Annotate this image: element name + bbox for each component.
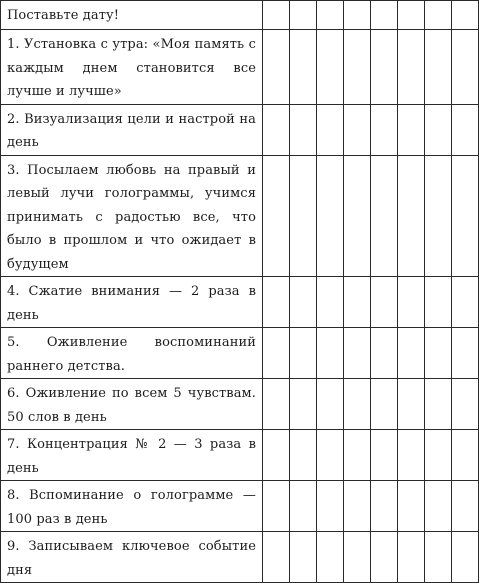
- check-cell[interactable]: [398, 277, 425, 328]
- date-cell[interactable]: [398, 1, 425, 30]
- date-cell[interactable]: [344, 1, 371, 30]
- check-cell[interactable]: [344, 481, 371, 532]
- check-cell[interactable]: [317, 430, 344, 481]
- header-row: [1, 1, 479, 30]
- check-cell[interactable]: [425, 30, 452, 105]
- date-cell[interactable]: [371, 1, 398, 30]
- task-row: [1, 277, 479, 328]
- check-cell[interactable]: [452, 30, 479, 105]
- header-label: Поставьте дату!: [1, 1, 263, 30]
- task-row: [1, 328, 479, 379]
- task-label: 8. Вспоминание о голограмме — 100 раз в день: [1, 481, 263, 532]
- check-cell[interactable]: [425, 481, 452, 532]
- task-row: [1, 30, 479, 105]
- check-cell[interactable]: [317, 155, 344, 277]
- task-row: [1, 155, 479, 277]
- check-cell[interactable]: [344, 532, 371, 583]
- date-cell[interactable]: [290, 1, 317, 30]
- check-cell[interactable]: [290, 481, 317, 532]
- task-row: [1, 104, 479, 155]
- check-cell[interactable]: [344, 430, 371, 481]
- check-cell[interactable]: [317, 532, 344, 583]
- task-label: 2. Визуализация цели и настрой на день: [1, 104, 263, 155]
- check-cell[interactable]: [452, 430, 479, 481]
- check-cell[interactable]: [290, 328, 317, 379]
- date-cell[interactable]: [263, 1, 290, 30]
- check-cell[interactable]: [263, 328, 290, 379]
- check-cell[interactable]: [452, 104, 479, 155]
- check-cell[interactable]: [344, 328, 371, 379]
- check-cell[interactable]: [263, 30, 290, 105]
- check-cell[interactable]: [290, 379, 317, 430]
- check-cell[interactable]: [371, 532, 398, 583]
- check-cell[interactable]: [425, 104, 452, 155]
- check-cell[interactable]: [425, 532, 452, 583]
- check-cell[interactable]: [290, 155, 317, 277]
- check-cell[interactable]: [317, 481, 344, 532]
- date-cell[interactable]: [452, 1, 479, 30]
- task-row: [1, 430, 479, 481]
- task-row: [1, 532, 479, 583]
- check-cell[interactable]: [371, 430, 398, 481]
- check-cell[interactable]: [263, 155, 290, 277]
- task-label: 5. Оживление воспоминаний раннего детства.: [1, 328, 263, 379]
- check-cell[interactable]: [290, 430, 317, 481]
- check-cell[interactable]: [452, 481, 479, 532]
- check-cell[interactable]: [344, 104, 371, 155]
- check-cell[interactable]: [263, 379, 290, 430]
- check-cell[interactable]: [317, 328, 344, 379]
- check-cell[interactable]: [371, 277, 398, 328]
- check-cell[interactable]: [263, 532, 290, 583]
- task-row: [1, 481, 479, 532]
- check-cell[interactable]: [452, 155, 479, 277]
- check-cell[interactable]: [425, 277, 452, 328]
- check-cell[interactable]: [452, 379, 479, 430]
- task-label: 9. Записываем ключевое событие дня: [1, 532, 263, 583]
- task-label: 6. Оживление по всем 5 чувствам. 50 слов в день: [1, 379, 263, 430]
- check-cell[interactable]: [452, 328, 479, 379]
- check-cell[interactable]: [290, 532, 317, 583]
- check-cell[interactable]: [371, 104, 398, 155]
- check-cell[interactable]: [344, 30, 371, 105]
- check-cell[interactable]: [263, 430, 290, 481]
- check-cell[interactable]: [425, 328, 452, 379]
- check-cell[interactable]: [425, 155, 452, 277]
- check-cell[interactable]: [371, 328, 398, 379]
- check-cell[interactable]: [263, 104, 290, 155]
- check-cell[interactable]: [344, 155, 371, 277]
- check-cell[interactable]: [344, 277, 371, 328]
- check-cell[interactable]: [371, 30, 398, 105]
- check-cell[interactable]: [452, 532, 479, 583]
- check-cell[interactable]: [371, 481, 398, 532]
- task-row: [1, 379, 479, 430]
- check-cell[interactable]: [317, 379, 344, 430]
- check-cell[interactable]: [371, 155, 398, 277]
- check-cell[interactable]: [290, 30, 317, 105]
- check-cell[interactable]: [263, 481, 290, 532]
- check-cell[interactable]: [344, 379, 371, 430]
- check-cell[interactable]: [398, 155, 425, 277]
- check-cell[interactable]: [317, 277, 344, 328]
- task-label: 7. Концентрация № 2 — 3 раза в день: [1, 430, 263, 481]
- check-cell[interactable]: [398, 430, 425, 481]
- check-cell[interactable]: [263, 277, 290, 328]
- check-cell[interactable]: [398, 104, 425, 155]
- check-cell[interactable]: [371, 379, 398, 430]
- check-cell[interactable]: [317, 104, 344, 155]
- check-cell[interactable]: [425, 379, 452, 430]
- task-label: 4. Сжатие внимания — 2 раза в день: [1, 277, 263, 328]
- check-cell[interactable]: [425, 430, 452, 481]
- check-cell[interactable]: [398, 481, 425, 532]
- check-cell[interactable]: [398, 379, 425, 430]
- date-cell[interactable]: [425, 1, 452, 30]
- check-cell[interactable]: [398, 328, 425, 379]
- check-cell[interactable]: [317, 30, 344, 105]
- check-cell[interactable]: [290, 104, 317, 155]
- task-label: 3. Посылаем любовь на правый и левый лучи голограммы, учимся принимать с радостью все, что было в прошлом и что ожидает в будущем: [1, 155, 263, 277]
- check-cell[interactable]: [398, 532, 425, 583]
- check-cell[interactable]: [290, 277, 317, 328]
- date-cell[interactable]: [317, 1, 344, 30]
- check-cell[interactable]: [398, 30, 425, 105]
- check-cell[interactable]: [452, 277, 479, 328]
- task-label: 1. Установка с утра: «Моя память с каждым днем становится все лучше и лучше»: [1, 30, 263, 105]
